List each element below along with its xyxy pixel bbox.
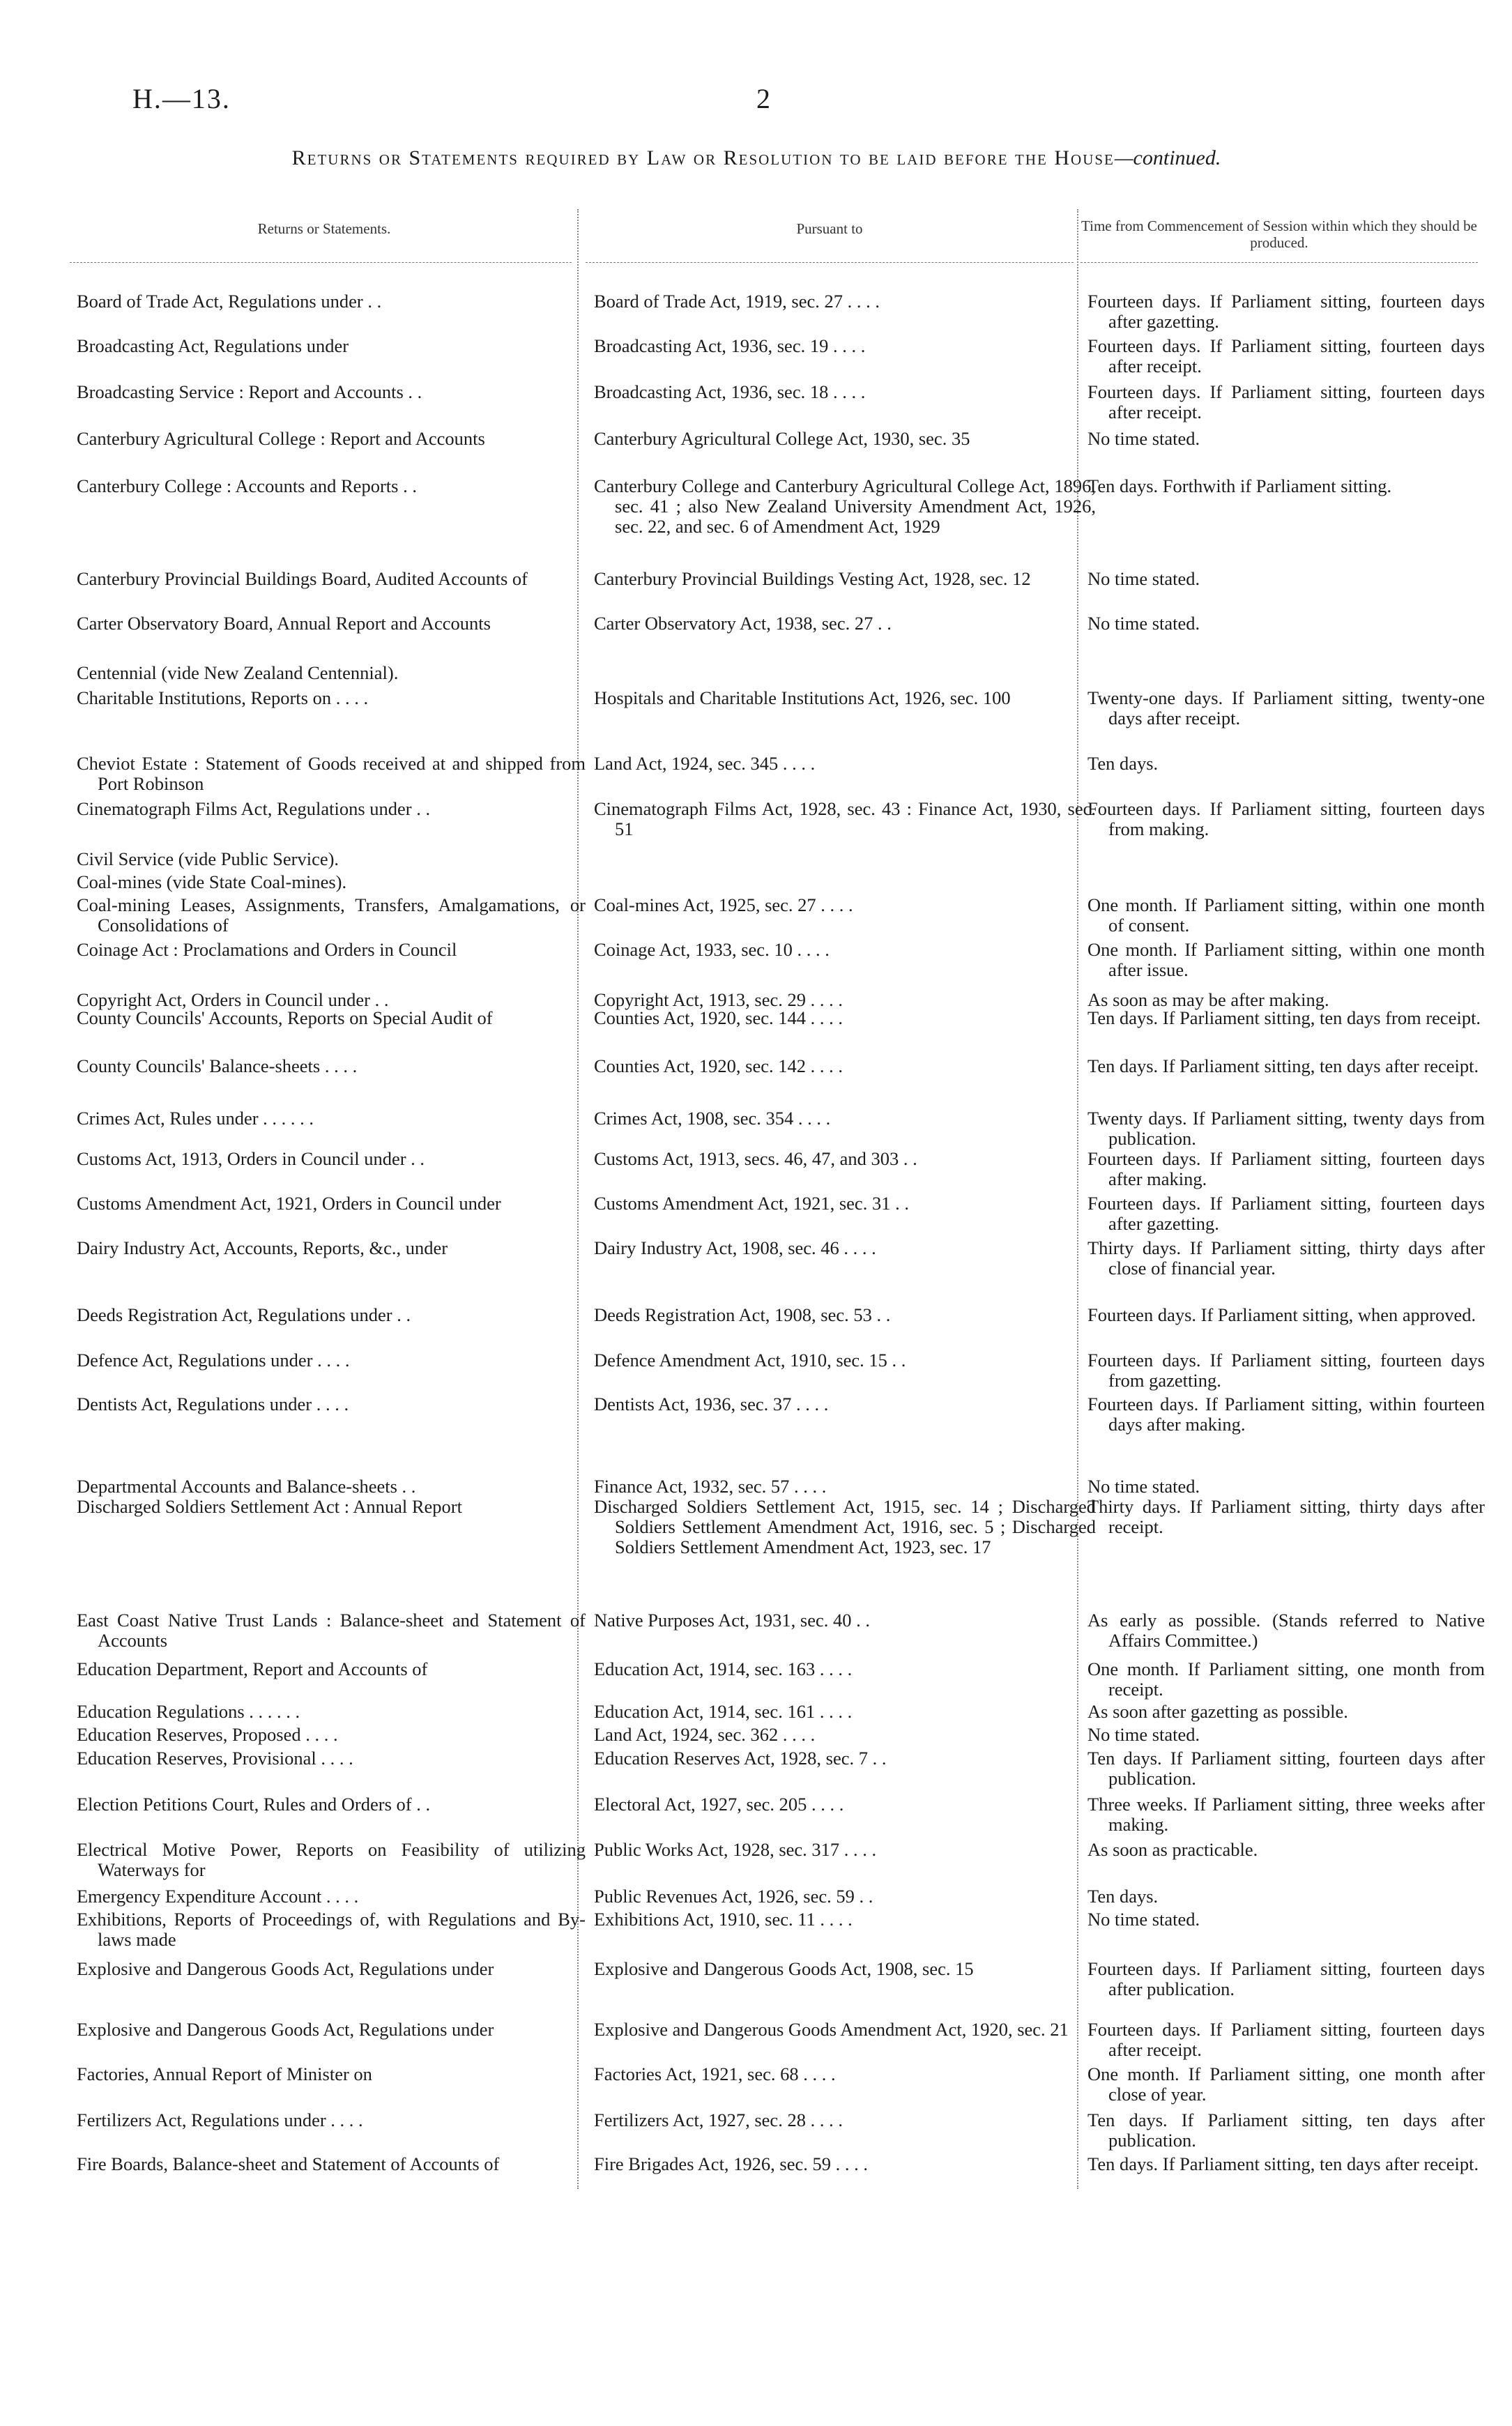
returns-cell: Exhibitions, Reports of Proceedings of, with Regulations and By-laws made — [77, 1909, 586, 1950]
pursuant-cell: Native Purposes Act, 1931, sec. 40 . . — [594, 1610, 870, 1631]
pursuant-cell: Public Works Act, 1928, sec. 317 . . . . — [594, 1839, 877, 1860]
returns-cell: Fire Boards, Balance-sheet and Statement of Accounts of — [77, 2153, 500, 2174]
time-cell: Fourteen days. If Parliament sitting, fourteen days after publication. — [1087, 1958, 1485, 1999]
returns-cell: Emergency Expenditure Account . . . . — [77, 1886, 359, 1907]
returns-cell: Board of Trade Act, Regulations under . . — [77, 291, 382, 312]
returns-cell: Canterbury Agricultural College : Report and Accounts — [77, 428, 485, 449]
returns-cell: Defence Act, Regulations under . . . . — [77, 1350, 350, 1371]
column-header-returns: Returns or Statements. — [257, 220, 391, 237]
time-cell: Fourteen days. If Parliament sitting, within fourteen days after making. — [1087, 1394, 1485, 1435]
pursuant-cell: Canterbury College and Canterbury Agricultural College Act, 1896, sec. 41 ; also New Zealand University Amendment Act, 1926, sec. 22, and sec. 6 of Amendment Act, 1929 — [594, 475, 1096, 537]
returns-cell: Centennial (vide New Zealand Centennial). — [77, 662, 399, 683]
header-rule — [1080, 262, 1478, 263]
time-cell: As soon as may be after making. — [1087, 989, 1329, 1010]
pursuant-cell: Defence Amendment Act, 1910, sec. 15 . . — [594, 1350, 906, 1371]
pursuant-cell: Customs Act, 1913, secs. 46, 47, and 303 . . — [594, 1148, 917, 1169]
pursuant-cell: Land Act, 1924, sec. 345 . . . . — [594, 753, 816, 774]
pursuant-cell: Fertilizers Act, 1927, sec. 28 . . . . — [594, 2110, 843, 2130]
time-cell: Fourteen days. If Parliament sitting, fourteen days from making. — [1087, 798, 1485, 839]
time-cell: Fourteen days. If Parliament sitting, fourteen days after receipt. — [1087, 381, 1485, 422]
returns-cell: Cinematograph Films Act, Regulations under . . — [77, 798, 431, 819]
pursuant-cell: Explosive and Dangerous Goods Act, 1908, sec. 15 — [594, 1958, 974, 1979]
returns-cell: Broadcasting Service : Report and Accounts . . — [77, 381, 422, 402]
time-cell: No time stated. — [1087, 613, 1200, 634]
time-cell: Fourteen days. If Parliament sitting, fourteen days after gazetting. — [1087, 1193, 1485, 1234]
pursuant-cell: Discharged Soldiers Settlement Act, 1915, sec. 14 ; Discharged Soldiers Settlement Amendment Act, 1916, sec. 5 ; Discharged Soldiers Settlement Amendment Act, 1923, sec. 17 — [594, 1496, 1096, 1557]
pursuant-cell: Exhibitions Act, 1910, sec. 11 . . . . — [594, 1909, 853, 1930]
time-cell: No time stated. — [1087, 1724, 1200, 1745]
pursuant-cell: Broadcasting Act, 1936, sec. 19 . . . . — [594, 335, 866, 356]
returns-cell: Electrical Motive Power, Reports on Feasibility of utilizing Waterways for — [77, 1839, 586, 1880]
returns-cell: Education Regulations . . . . . . — [77, 1701, 300, 1722]
column-header-time: Time from Commencement of Session within which they should be produced. — [1081, 218, 1477, 251]
pursuant-cell: Counties Act, 1920, sec. 142 . . . . — [594, 1055, 843, 1076]
time-cell: Ten days. If Parliament sitting, ten days from receipt. — [1087, 1007, 1481, 1028]
pursuant-cell: Customs Amendment Act, 1921, sec. 31 . . — [594, 1193, 909, 1214]
pursuant-cell: Education Act, 1914, sec. 161 . . . . — [594, 1701, 853, 1722]
returns-cell: Crimes Act, Rules under . . . . . . — [77, 1108, 314, 1129]
pursuant-cell: Dairy Industry Act, 1908, sec. 46 . . . . — [594, 1237, 876, 1258]
returns-cell: Coinage Act : Proclamations and Orders in Council — [77, 939, 457, 960]
pursuant-cell: Hospitals and Charitable Institutions Act, 1926, sec. 100 — [594, 687, 1011, 708]
time-cell: Twenty days. If Parliament sitting, twenty days from publication. — [1087, 1108, 1485, 1149]
time-cell: Fourteen days. If Parliament sitting, when approved. — [1087, 1304, 1476, 1325]
pursuant-cell: Copyright Act, 1913, sec. 29 . . . . — [594, 989, 843, 1010]
time-cell: Ten days. If Parliament sitting, ten days after receipt. — [1087, 1055, 1479, 1076]
returns-cell: East Coast Native Trust Lands : Balance-sheet and Statement of Accounts — [77, 1610, 586, 1651]
pursuant-cell: Canterbury Agricultural College Act, 1930, sec. 35 — [594, 428, 970, 449]
returns-cell: Civil Service (vide Public Service). — [77, 848, 339, 869]
time-cell: One month. If Parliament sitting, within one month after issue. — [1087, 939, 1485, 980]
pursuant-cell: Broadcasting Act, 1936, sec. 18 . . . . — [594, 381, 866, 402]
time-cell: Ten days. — [1087, 753, 1159, 774]
pursuant-cell: Education Act, 1914, sec. 163 . . . . — [594, 1658, 853, 1679]
returns-cell: Deeds Registration Act, Regulations under . . — [77, 1304, 411, 1325]
pursuant-cell: Land Act, 1924, sec. 362 . . . . — [594, 1724, 816, 1745]
time-cell: Ten days. If Parliament sitting, fourteen days after publication. — [1087, 1748, 1485, 1789]
time-cell: One month. If Parliament sitting, within one month of consent. — [1087, 894, 1485, 936]
returns-cell: Election Petitions Court, Rules and Orders of . . — [77, 1794, 431, 1815]
time-cell: Fourteen days. If Parliament sitting, fourteen days after receipt. — [1087, 335, 1485, 376]
pursuant-cell: Fire Brigades Act, 1926, sec. 59 . . . . — [594, 2153, 869, 2174]
time-cell: Fourteen days. If Parliament sitting, fourteen days after making. — [1087, 1148, 1485, 1189]
time-cell: Fourteen days. If Parliament sitting, fourteen days after gazetting. — [1087, 291, 1485, 332]
time-cell: One month. If Parliament sitting, one month after close of year. — [1087, 2063, 1485, 2105]
returns-cell: Coal-mining Leases, Assignments, Transfers, Amalgamations, or Consolidations of — [77, 894, 586, 936]
page-number: 2 — [756, 83, 772, 114]
returns-cell: Discharged Soldiers Settlement Act : Annual Report — [77, 1496, 462, 1517]
pursuant-cell: Cinematograph Films Act, 1928, sec. 43 : Finance Act, 1930, sec. 51 — [594, 798, 1096, 839]
returns-cell: Explosive and Dangerous Goods Act, Regulations under — [77, 2019, 494, 2040]
pursuant-cell: Board of Trade Act, 1919, sec. 27 . . . . — [594, 291, 880, 312]
returns-cell: Customs Amendment Act, 1921, Orders in Council under — [77, 1193, 501, 1214]
time-cell: As soon as practicable. — [1087, 1839, 1258, 1860]
pursuant-cell: Explosive and Dangerous Goods Amendment Act, 1920, sec. 21 — [594, 2019, 1069, 2040]
column-header-pursuant: Pursuant to — [796, 220, 863, 237]
returns-cell: Broadcasting Act, Regulations under — [77, 335, 349, 356]
time-cell: Thirty days. If Parliament sitting, thirty days after close of financial year. — [1087, 1237, 1485, 1279]
time-cell: Ten days. If Parliament sitting, ten days after receipt. — [1087, 2153, 1479, 2174]
title-main: Returns or Statements required by Law or Resolution to be laid before the House — [291, 146, 1115, 169]
document-reference: H.—13. — [132, 83, 231, 114]
returns-cell: Education Reserves, Proposed . . . . — [77, 1724, 338, 1745]
returns-cell: Customs Act, 1913, Orders in Council under . . — [77, 1148, 425, 1169]
returns-cell: Coal-mines (vide State Coal-mines). — [77, 871, 347, 892]
time-cell: Ten days. — [1087, 1886, 1159, 1907]
pursuant-cell: Dentists Act, 1936, sec. 37 . . . . — [594, 1394, 829, 1414]
returns-cell: Education Reserves, Provisional . . . . — [77, 1748, 353, 1769]
time-cell: As soon after gazetting as possible. — [1087, 1701, 1348, 1722]
time-cell: As early as possible. (Stands referred to Native Affairs Committee.) — [1087, 1610, 1485, 1651]
returns-cell: County Councils' Accounts, Reports on Special Audit of — [77, 1007, 493, 1028]
pursuant-cell: Deeds Registration Act, 1908, sec. 53 . . — [594, 1304, 891, 1325]
returns-cell: Departmental Accounts and Balance-sheets . . — [77, 1476, 416, 1497]
returns-cell: Carter Observatory Board, Annual Report and Accounts — [77, 613, 491, 634]
returns-cell: Dairy Industry Act, Accounts, Reports, &c., under — [77, 1237, 448, 1258]
pursuant-cell: Electoral Act, 1927, sec. 205 . . . . — [594, 1794, 844, 1815]
pursuant-cell: Coal-mines Act, 1925, sec. 27 . . . . — [594, 894, 853, 915]
returns-cell: Factories, Annual Report of Minister on — [77, 2063, 372, 2084]
returns-cell: Fertilizers Act, Regulations under . . . . — [77, 2110, 363, 2130]
pursuant-cell: Education Reserves Act, 1928, sec. 7 . . — [594, 1748, 887, 1769]
header-rule — [70, 262, 572, 263]
returns-cell: Explosive and Dangerous Goods Act, Regulations under — [77, 1958, 494, 1979]
pursuant-cell: Canterbury Provincial Buildings Vesting Act, 1928, sec. 12 — [594, 568, 1031, 589]
time-cell: No time stated. — [1087, 428, 1200, 449]
time-cell: Ten days. Forthwith if Parliament sitting. — [1087, 475, 1392, 496]
pursuant-cell: Counties Act, 1920, sec. 144 . . . . — [594, 1007, 843, 1028]
time-cell: Three weeks. If Parliament sitting, three weeks after making. — [1087, 1794, 1485, 1835]
time-cell: Ten days. If Parliament sitting, ten days after publication. — [1087, 2110, 1485, 2151]
page-title — [42, 146, 1471, 170]
pursuant-cell: Coinage Act, 1933, sec. 10 . . . . — [594, 939, 830, 960]
returns-cell: Copyright Act, Orders in Council under . . — [77, 989, 389, 1010]
time-cell: Twenty-one days. If Parliament sitting, twenty-one days after receipt. — [1087, 687, 1485, 728]
time-cell: Fourteen days. If Parliament sitting, fourteen days after receipt. — [1087, 2019, 1485, 2060]
returns-cell: County Councils' Balance-sheets . . . . — [77, 1055, 358, 1076]
returns-cell: Canterbury College : Accounts and Reports . . — [77, 475, 417, 496]
title-suffix: —continued. — [1114, 146, 1221, 169]
time-cell: No time stated. — [1087, 568, 1200, 589]
pursuant-cell: Crimes Act, 1908, sec. 354 . . . . — [594, 1108, 831, 1129]
time-cell: Thirty days. If Parliament sitting, thirty days after receipt. — [1087, 1496, 1485, 1537]
pursuant-cell: Carter Observatory Act, 1938, sec. 27 . . — [594, 613, 892, 634]
time-cell: No time stated. — [1087, 1909, 1200, 1930]
header-rule — [586, 262, 1074, 263]
returns-cell: Canterbury Provincial Buildings Board, Audited Accounts of — [77, 568, 528, 589]
returns-cell: Education Department, Report and Accounts of — [77, 1658, 428, 1679]
pursuant-cell: Public Revenues Act, 1926, sec. 59 . . — [594, 1886, 873, 1907]
pursuant-cell: Finance Act, 1932, sec. 57 . . . . — [594, 1476, 827, 1497]
returns-cell: Dentists Act, Regulations under . . . . — [77, 1394, 349, 1414]
returns-cell: Cheviot Estate : Statement of Goods received at and shipped from Port Robinson — [77, 753, 586, 794]
returns-cell: Charitable Institutions, Reports on . . . . — [77, 687, 369, 708]
time-cell: No time stated. — [1087, 1476, 1200, 1497]
time-cell: Fourteen days. If Parliament sitting, fourteen days from gazetting. — [1087, 1350, 1485, 1391]
pursuant-cell: Factories Act, 1921, sec. 68 . . . . — [594, 2063, 836, 2084]
time-cell: One month. If Parliament sitting, one month from receipt. — [1087, 1658, 1485, 1700]
